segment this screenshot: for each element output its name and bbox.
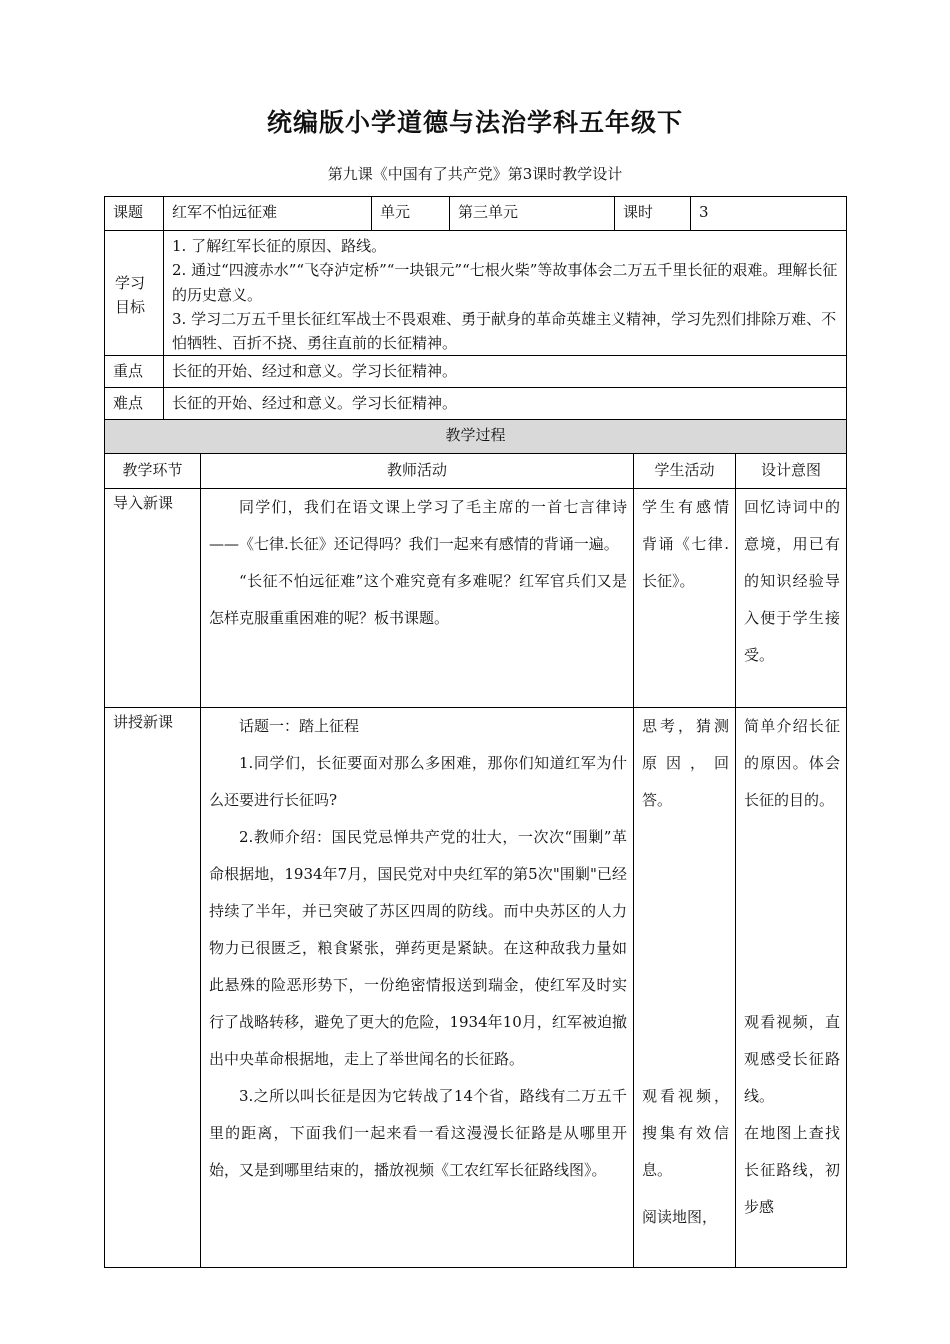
process-band: 教学过程 xyxy=(105,420,847,454)
goals-label-line-2: 目标 xyxy=(115,297,146,316)
topic-value: 红军不怕远征难 xyxy=(164,197,372,231)
teaching-process-table xyxy=(104,419,847,1268)
goal-item: 3. 学习二万五千里长征红军战士不畏艰难、勇于献身的革命英雄主义精神，学习先烈们排除万难、不怕牺牲、百折不挠、勇往直前的长征精神。 xyxy=(172,309,837,353)
teach-intent-text: 观看视频，直观感受长征路线。 xyxy=(744,1013,841,1105)
intro-teacher xyxy=(201,489,634,708)
intro-teacher-para: “长征不怕远征难”这个难究竟有多难呢？红军官兵们又是怎样克服重重困难的呢？板书课题。 xyxy=(209,572,627,627)
header-student: 学生活动 xyxy=(634,454,736,489)
intro-student-text: 学生有感情背诵《七律.长征》。 xyxy=(642,498,729,590)
teach-student-text: 思考，猜测原因，回答。 xyxy=(642,717,729,809)
intro-student xyxy=(634,489,736,708)
teach-intent-text: 在地图上查找长征路线，初步感 xyxy=(744,1124,841,1216)
document-title: 统编版小学道德与法治学科五年级下 xyxy=(266,108,683,137)
teach-stage: 讲授新课 xyxy=(105,708,201,1268)
goal-item: 2. 通过“四渡赤水”“飞夺泸定桥”“一块银元”“七根火柴”等故事体会二万五千里长征的艰难。理解长征的历史意义。 xyxy=(172,261,838,304)
difficulty-label: 难点 xyxy=(105,388,164,420)
teach-student xyxy=(634,708,736,1268)
intro-teacher-para: 同学们，我们在语文课上学习了毛主席的一首七言律诗——《七律.长征》还记得吗？我们一起来有感情的背诵一遍。 xyxy=(209,498,627,553)
teach-teacher-para: 3.之所以叫长征是因为它转战了14个省，路线有二万五千里的距离，下面我们一起来看一看这漫漫长征路是从哪里开始，又是到哪里结束的，播放视频《工农红军长征路线图》。 xyxy=(209,1087,627,1179)
teach-intent xyxy=(736,708,847,1268)
intro-intent-text: 回忆诗词中的意境，用已有的知识经验导入便于学生接受。 xyxy=(744,498,841,664)
difficulty-value: 长征的开始、经过和意义。学习长征精神。 xyxy=(164,388,847,420)
teach-student-text: 阅读地图， xyxy=(642,1208,718,1226)
teach-teacher xyxy=(201,708,634,1268)
unit-value: 第三单元 xyxy=(450,197,615,231)
goal-item: 1. 了解红军长征的原因、路线。 xyxy=(172,237,387,255)
goals-label xyxy=(105,231,164,356)
teach-teacher-para: 1.同学们，长征要面对那么多困难，那你们知道红军为什么还要进行长征吗? xyxy=(209,754,627,809)
teach-student-text: 观看视频，搜集有效信息。 xyxy=(642,1087,729,1179)
topic-label: 课题 xyxy=(105,197,164,231)
unit-label: 单元 xyxy=(372,197,450,231)
key-value: 长征的开始、经过和意义。学习长征精神。 xyxy=(164,356,847,388)
period-label: 课时 xyxy=(615,197,691,231)
intro-stage: 导入新课 xyxy=(105,489,201,708)
lesson-info-table xyxy=(104,196,847,420)
header-teacher: 教师活动 xyxy=(201,454,634,489)
header-stage: 教学环节 xyxy=(105,454,201,489)
teach-teacher-para: 话题一：踏上征程 xyxy=(239,717,360,735)
teach-intent-text: 简单介绍长征的原因。体会长征的目的。 xyxy=(744,717,841,809)
intro-intent xyxy=(736,489,847,708)
header-intent: 设计意图 xyxy=(736,454,847,489)
period-value: 3 xyxy=(691,197,847,231)
goals-label-line-1: 学习 xyxy=(115,273,146,292)
key-label: 重点 xyxy=(105,356,164,388)
teach-teacher-para: 2.教师介绍：国民党忌惮共产党的壮大，一次次“围剿”革命根据地，1934年7月，国民党对中央红军的第5次"围剿"已经持续了半年，并已突破了苏区四周的防线。而中央苏区的人力物力已很匮乏，粮食紧张，弹药更是紧缺。在这种敌我力量如此悬殊的险恶形势下，一份绝密情报送到瑞金，使红军及时实行了战略转移，避免了更大的危险，1934年10月，红军被迫撤出中央革命根据地，走上了举世闻名的长征路。 xyxy=(209,828,627,1068)
document-subtitle: 第九课《中国有了共产党》第3课时教学设计 xyxy=(327,165,623,183)
goals-content xyxy=(164,231,847,356)
